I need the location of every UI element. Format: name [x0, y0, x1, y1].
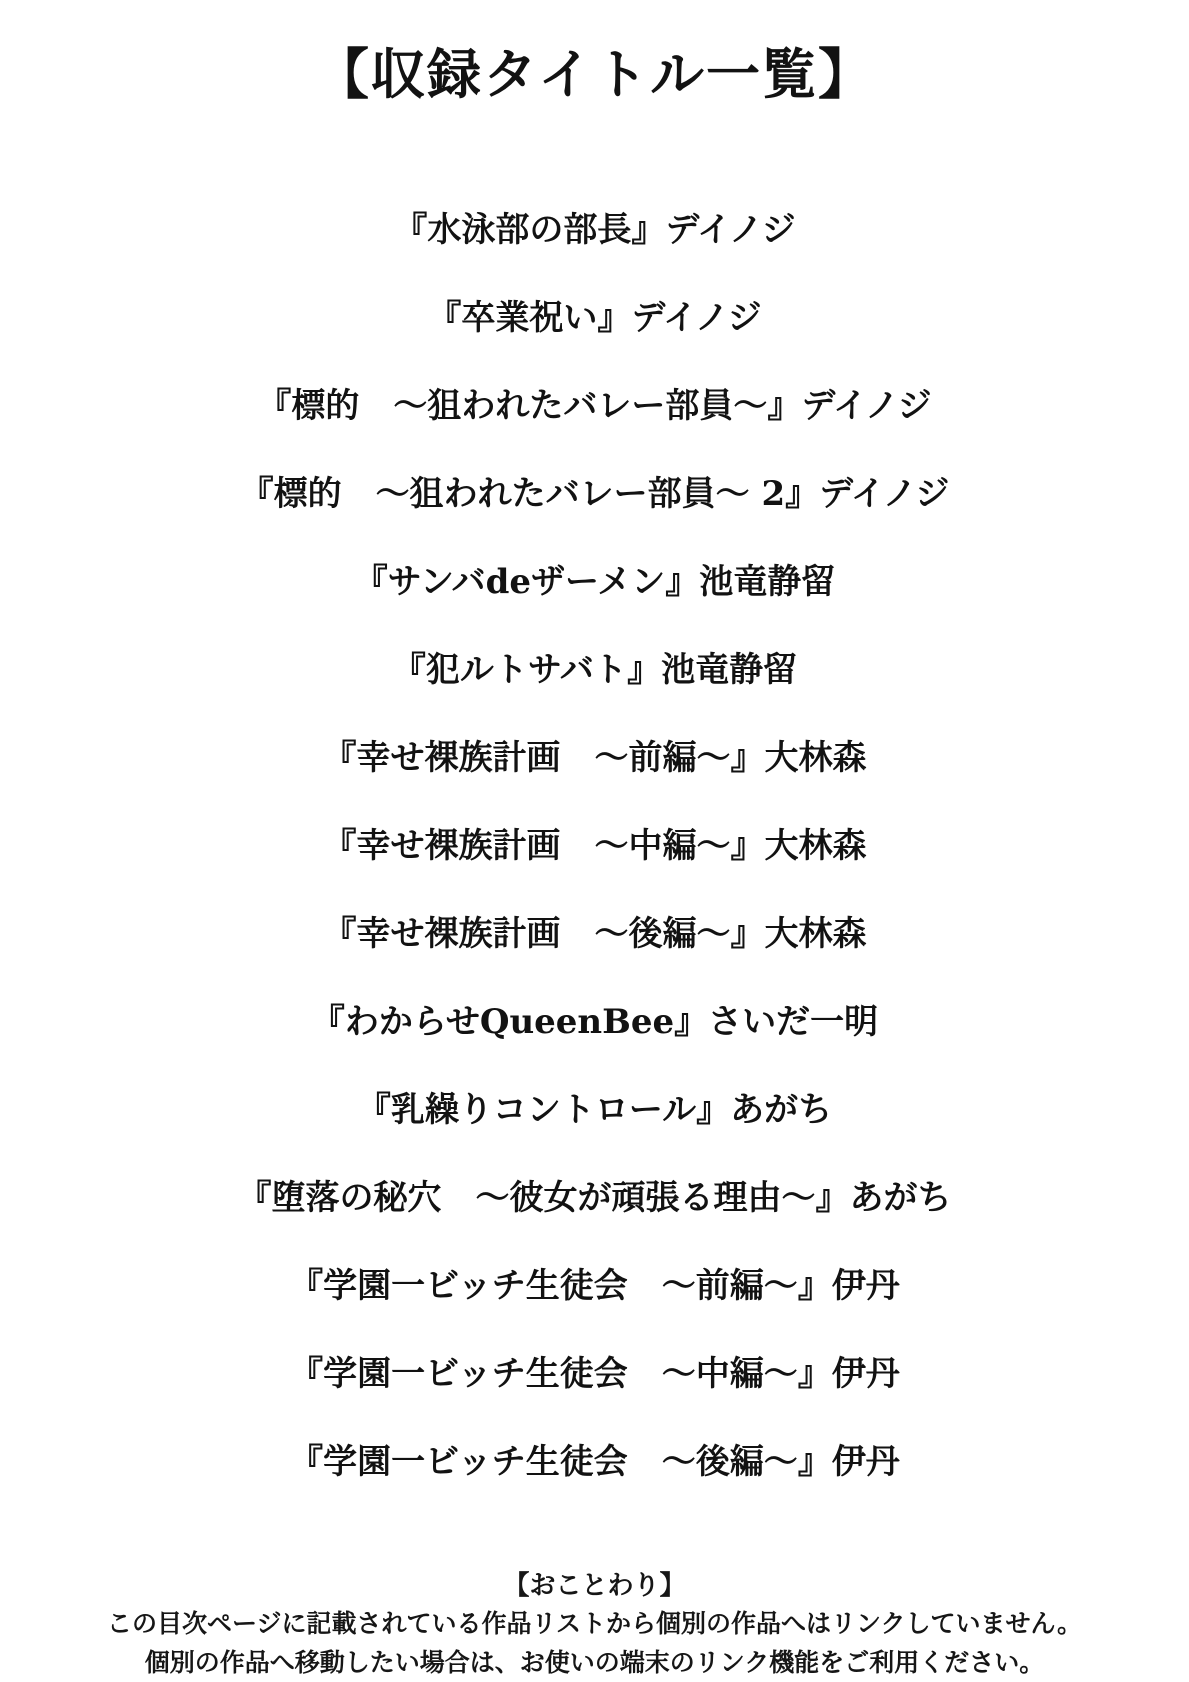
toc-entry: 『乳繰りコントロール』あがち	[356, 1089, 833, 1130]
toc-entry: 『学園一ビッチ生徒会 ～前編～』伊丹	[289, 1265, 900, 1306]
toc-entry: 『標的 ～狙われたバレー部員～ 2』デイノジ	[239, 473, 950, 514]
disclaimer-line-2: 個別の作品へ移動したい場合は、お使いの端末のリンク機能をご利用ください。	[144, 1648, 1045, 1678]
toc-entry: 『犯ルトサバト』池竜静留	[391, 649, 798, 690]
toc-entry: 『卒業祝い』デイノジ	[427, 297, 762, 338]
toc-entry-list	[238, 182, 952, 1502]
toc-entry: 『幸せ裸族計画 ～前編～』大林森	[322, 737, 867, 778]
page-title: 【収録タイトル一覧】	[315, 42, 874, 106]
toc-entry: 『サンバdeザーメン』池竜静留	[353, 561, 836, 602]
toc-entry: 『学園一ビッチ生徒会 ～中編～』伊丹	[289, 1353, 900, 1394]
disclaimer-line-1: この目次ページに記載されている作品リストから個別の作品へはリンクしていません。	[106, 1609, 1082, 1639]
toc-entry: 『幸せ裸族計画 ～後編～』大林森	[322, 913, 867, 954]
toc-entry: 『幸せ裸族計画 ～中編～』大林森	[322, 825, 867, 866]
toc-entry: 『わからせQueenBee』さいだ一明	[310, 1001, 879, 1042]
toc-entry: 『標的 ～狙われたバレー部員～』デイノジ	[257, 385, 932, 426]
disclaimer-notice	[107, 1568, 1082, 1682]
toc-entry: 『堕落の秘穴 ～彼女が頑張る理由～』あがち	[237, 1177, 952, 1218]
disclaimer-heading: 【おことわり】	[503, 1571, 686, 1602]
toc-entry: 『学園一ビッチ生徒会 ～後編～』伊丹	[289, 1441, 900, 1482]
toc-entry: 『水泳部の部長』デイノジ	[393, 209, 796, 250]
